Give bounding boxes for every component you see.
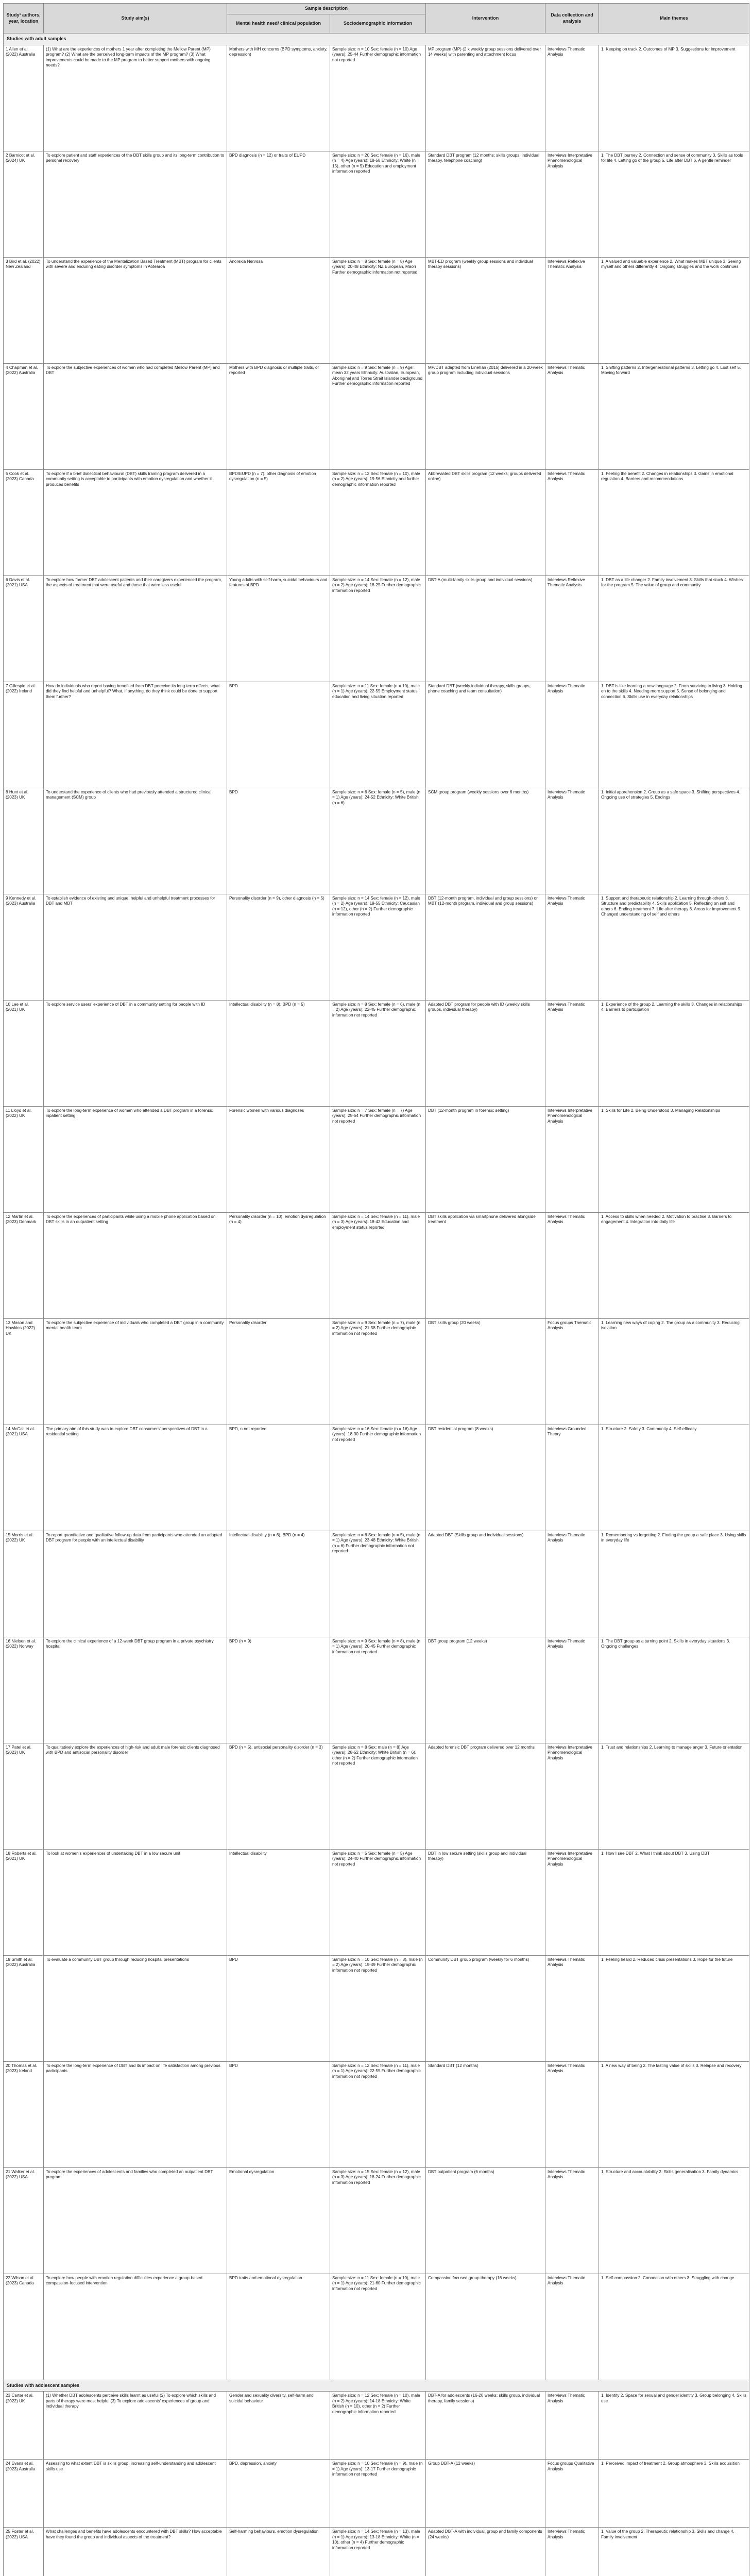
cell-sociodemographic: Sample size: n = 7 Sex: female (n = 7) Age (years): 25-54 Further demographic information not reported bbox=[330, 1106, 426, 1212]
cell-data: Interviews Thematic Analysis bbox=[545, 1637, 599, 1743]
cell-data: Interviews Reflexive Thematic Analysis bbox=[545, 575, 599, 682]
cell-study: 16 Nielsen et al. (2022) Norway bbox=[4, 1637, 44, 1743]
cell-sociodemographic: Sample size: n = 14 Sex: female (n = 12), male (n = 2) Age (years): 19-55 Ethnicity: Caucasian (n = 12), other (n = 2) Further demographic information reported bbox=[330, 894, 426, 1000]
cell-aims: To report quantitative and qualitative follow-up data from participants who attended an adapted DBT program for people with an intellectual disability bbox=[44, 1531, 227, 1637]
cell-study: 17 Patel et al. (2023) UK bbox=[4, 1743, 44, 1849]
cell-sociodemographic: Sample size: n = 10 Sex: female (n = 9), male (n = 1) Age (years): 13-17 Further demographic information not reported bbox=[330, 2460, 426, 2528]
cell-themes: 1. Identity 2. Space for sexual and gender identity 3. Group belonging 4. Skills use bbox=[599, 2392, 749, 2460]
cell-mental-health: Gender and sexuality diversity, self-harm and suicidal behaviour bbox=[227, 2392, 330, 2460]
cell-intervention: DBT residential program (8 weeks) bbox=[426, 1425, 545, 1531]
col-header-aims: Study aim(s) bbox=[44, 4, 227, 33]
cell-data: Interviews Thematic Analysis bbox=[545, 2274, 599, 2380]
cell-mental-health: BPD bbox=[227, 788, 330, 894]
cell-data: Interviews Thematic Analysis bbox=[545, 2392, 599, 2460]
cell-aims: To evaluate a community DBT group through reducing hospital presentations bbox=[44, 1955, 227, 2061]
table-row bbox=[4, 2061, 749, 2167]
cell-intervention: SCM group program (weekly sessions over 6 months) bbox=[426, 788, 545, 894]
cell-sociodemographic: Sample size: n = 11 Sex: female (n = 10), male (n = 1) Age (years): 22-55 Employment status, education and living situation reported bbox=[330, 682, 426, 788]
cell-sociodemographic: Sample size: n = 15 Sex: female (n = 12), male (n = 3) Age (years): 18-24 Further demographic information reported bbox=[330, 2167, 426, 2274]
cell-themes: 1. Remembering vs forgetting 2. Finding the group a safe place 3. Using skills in everyday life bbox=[599, 1531, 749, 1637]
table-row bbox=[4, 2274, 749, 2380]
cell-sociodemographic: Sample size: n = 12 Sex: female (n = 11), male (n = 1) Age (years): 22-55 Further demographic information not reported bbox=[330, 2061, 426, 2167]
cell-themes: 1. Structure 2. Safety 3. Community 4. Self-efficacy bbox=[599, 1425, 749, 1531]
table-row bbox=[4, 2460, 749, 2528]
cell-mental-health: Young adults with self-harm, suicidal behaviours and features of BPD bbox=[227, 575, 330, 682]
cell-data: Interviews Grounded Theory bbox=[545, 1425, 599, 1531]
cell-intervention: Standard DBT (12 months) bbox=[426, 2061, 545, 2167]
cell-intervention: DBT skills group (20 weeks) bbox=[426, 1318, 545, 1425]
cell-data: Interviews Thematic Analysis bbox=[545, 45, 599, 151]
cell-themes: 1. Perceived impact of treatment 2. Group atmosphere 3. Skills acquisition bbox=[599, 2460, 749, 2528]
cell-themes: 1. Feeling heard 2. Reduced crisis presentations 3. Hope for the future bbox=[599, 1955, 749, 2061]
cell-mental-health: Personality disorder (n = 10), emotion dysregulation (n = 4) bbox=[227, 1212, 330, 1318]
cell-data: Interviews Reflexive Thematic Analysis bbox=[545, 257, 599, 363]
cell-intervention: Adapted DBT program for people with ID (weekly skills groups, individual therapy) bbox=[426, 1000, 545, 1106]
cell-study: 21 Walker et al. (2022) USA bbox=[4, 2167, 44, 2274]
cell-themes: 1. DBT as a life changer 2. Family involvement 3. Skills that stuck 4. Wishes for the program 5. The value of group and community bbox=[599, 575, 749, 682]
cell-themes: 1. Learning new ways of coping 2. The group as a community 3. Reducing isolation bbox=[599, 1318, 749, 1425]
cell-data: Interviews Thematic Analysis bbox=[545, 788, 599, 894]
cell-themes: 1. A valued and valuable experience 2. What makes MBT unique 3. Seeing myself and others differently 4. Ongoing struggles and the work continues bbox=[599, 257, 749, 363]
cell-data: Interviews Thematic Analysis bbox=[545, 2528, 599, 2576]
cell-aims: (1) Whether DBT adolescents perceive skills learnt as useful (2) To explore which skills and parts of therapy were most helpful (3) To explore adolescents’ experiences of group and individual therapy bbox=[44, 2392, 227, 2460]
cell-intervention: Group DBT-A (12 weeks) bbox=[426, 2460, 545, 2528]
cell-mental-health: BPD bbox=[227, 1955, 330, 2061]
cell-themes: 1. Feeling the benefit 2. Changes in relationships 3. Gains in emotional regulation 4. Barriers and recommendations bbox=[599, 469, 749, 575]
cell-themes: 1. Value of the group 2. Therapeutic relationship 3. Skills and change 4. Family involvement bbox=[599, 2528, 749, 2576]
table-row bbox=[4, 1637, 749, 1743]
review-table bbox=[3, 3, 749, 2576]
cell-mental-health: Intellectual disability (n = 6), BPD (n = 4) bbox=[227, 1531, 330, 1637]
cell-sociodemographic: Sample size: n = 6 Sex: female (n = 5), male (n = 1) Age (years): 23-48 Ethnicity: White British (n = 6) Further demographic information not reported bbox=[330, 1531, 426, 1637]
cell-themes: 1. The DBT journey 2. Connection and sense of community 3. Skills as tools for life 4. Letting go of the group 5. Life after DBT 6. A gentle reminder bbox=[599, 151, 749, 257]
cell-aims: To explore patient and staff experiences of the DBT skills group and its long-term contribution to personal recovery bbox=[44, 151, 227, 257]
cell-mental-health: Anorexia Nervosa bbox=[227, 257, 330, 363]
page bbox=[3, 3, 749, 2576]
cell-study: 20 Thomas et al. (2023) Ireland bbox=[4, 2061, 44, 2167]
cell-mental-health: BPD bbox=[227, 682, 330, 788]
table-row bbox=[4, 682, 749, 788]
cell-aims: To understand the experience of clients who had previously attended a structured clinical management (SCM) group bbox=[44, 788, 227, 894]
cell-study: 9 Kennedy et al. (2023) Australia bbox=[4, 894, 44, 1000]
cell-sociodemographic: Sample size: n = 12 Sex: female (n = 10), male (n = 2) Age (years): 19-56 Ethnicity and further demographic information reported bbox=[330, 469, 426, 575]
cell-data: Focus groups Qualitative Analysis bbox=[545, 2460, 599, 2528]
cell-sociodemographic: Sample size: n = 9 Sex: female (n = 7), male (n = 2) Age (years): 21-58 Further demographic information not reported bbox=[330, 1318, 426, 1425]
cell-intervention: DBT (12-month program, individual and group sessions) or MBT (12-month program, individual and group sessions) bbox=[426, 894, 545, 1000]
cell-sociodemographic: Sample size: n = 12 Sex: female (n = 10), male (n = 2) Age (years): 14-18 Ethnicity: White British (n = 10), other (n = 2) Further demographic information reported bbox=[330, 2392, 426, 2460]
cell-aims: Assessing to what extent DBT is skills group, increasing self-understanding and adolescent skills use bbox=[44, 2460, 227, 2528]
cell-data: Interviews Thematic Analysis bbox=[545, 1955, 599, 2061]
table-row bbox=[4, 1955, 749, 2061]
cell-study: 23 Carter et al. (2022) UK bbox=[4, 2392, 44, 2460]
cell-sociodemographic: Sample size: n = 14 Sex: female (n = 13), male (n = 1) Age (years): 13-18 Ethnicity: White (n = 10), other (n = 4) Further demographic information reported bbox=[330, 2528, 426, 2576]
cell-themes: 1. Experience of the group 2. Learning the skills 3. Changes in relationships 4. Barriers to participation bbox=[599, 1000, 749, 1106]
cell-study: 13 Mason and Hawkins (2022) UK bbox=[4, 1318, 44, 1425]
table-row bbox=[4, 1106, 749, 1212]
cell-mental-health: BPD traits and emotional dysregulation bbox=[227, 2274, 330, 2380]
section-title: Studies with adult samples bbox=[4, 33, 749, 45]
cell-themes: 1. How I see DBT 2. What I think about DBT 3. Using DBT bbox=[599, 1849, 749, 1955]
cell-sociodemographic: Sample size: n = 11 Sex: female (n = 10), male (n = 1) Age (years): 21-60 Further demographic information not reported bbox=[330, 2274, 426, 2380]
table-row bbox=[4, 1212, 749, 1318]
cell-data: Interviews Interpretative Phenomenological Analysis bbox=[545, 151, 599, 257]
cell-study: 5 Cook et al. (2023) Canada bbox=[4, 469, 44, 575]
col-header-mental-health: Mental health need/ clinical population bbox=[227, 14, 330, 33]
cell-mental-health: Emotional dysregulation bbox=[227, 2167, 330, 2274]
cell-aims: To explore service users’ experience of DBT in a community setting for people with ID bbox=[44, 1000, 227, 1106]
cell-mental-health: BPD diagnosis (n = 12) or traits of EUPD bbox=[227, 151, 330, 257]
table-row bbox=[4, 2167, 749, 2274]
cell-mental-health: Intellectual disability (n = 8), BPD (n = 5) bbox=[227, 1000, 330, 1106]
cell-intervention: DBT skills application via smartphone delivered alongside treatment bbox=[426, 1212, 545, 1318]
cell-aims: The primary aim of this study was to explore DBT consumers’ perspectives of DBT in a residential setting bbox=[44, 1425, 227, 1531]
cell-study: 11 Lloyd et al. (2022) UK bbox=[4, 1106, 44, 1212]
cell-data: Interviews Interpretative Phenomenological Analysis bbox=[545, 1743, 599, 1849]
cell-study: 18 Roberts et al. (2021) UK bbox=[4, 1849, 44, 1955]
cell-aims: To explore the clinical experience of a 12-week DBT group program in a private psychiatry hospital bbox=[44, 1637, 227, 1743]
cell-themes: 1. The DBT group as a turning point 2. Skills in everyday situations 3. Ongoing challenges bbox=[599, 1637, 749, 1743]
table-header bbox=[4, 4, 749, 33]
cell-themes: 1. Access to skills when needed 2. Motivation to practise 3. Barriers to engagement 4. Integration into daily life bbox=[599, 1212, 749, 1318]
cell-study: 15 Morris et al. (2022) UK bbox=[4, 1531, 44, 1637]
table-row bbox=[4, 1000, 749, 1106]
cell-mental-health: Intellectual disability bbox=[227, 1849, 330, 1955]
cell-intervention: DBT outpatient program (6 months) bbox=[426, 2167, 545, 2274]
cell-intervention: Standard DBT (weekly individual therapy, skills groups, phone coaching and team consultation) bbox=[426, 682, 545, 788]
cell-aims: To explore the subjective experience of individuals who completed a DBT group in a community mental health team bbox=[44, 1318, 227, 1425]
cell-mental-health: BPD (n = 5), antisocial personality disorder (n = 3) bbox=[227, 1743, 330, 1849]
table-body bbox=[4, 33, 749, 2576]
cell-study: 1 Allen et al. (2022) Australia bbox=[4, 45, 44, 151]
section-header bbox=[4, 2380, 749, 2392]
table-row bbox=[4, 469, 749, 575]
cell-mental-health: Mothers with BPD diagnosis or multiple traits, or reported bbox=[227, 363, 330, 469]
cell-sociodemographic: Sample size: n = 8 Sex: female (n = 6), male (n = 2) Age (years): 22-45 Further demographic information not reported bbox=[330, 1000, 426, 1106]
cell-data: Interviews Thematic Analysis bbox=[545, 682, 599, 788]
cell-aims: To explore how people with emotion regulation difficulties experience a group-based compassion-focused intervention bbox=[44, 2274, 227, 2380]
cell-aims: To explore how former DBT adolescent patients and their caregivers experienced the program, the aspects of treatment that were useful and those that were less useful bbox=[44, 575, 227, 682]
table-row bbox=[4, 575, 749, 682]
cell-sociodemographic: Sample size: n = 6 Sex: female (n = 5), male (n = 1) Age (years): 24-52 Ethnicity: White British (n = 6) bbox=[330, 788, 426, 894]
cell-study: 12 Martin et al. (2023) Denmark bbox=[4, 1212, 44, 1318]
cell-themes: 1. Trust and relationships 2. Learning to manage anger 3. Future orientation bbox=[599, 1743, 749, 1849]
cell-intervention: DBT-A for adolescents (16-20 weeks; skills group, individual therapy, family sessions) bbox=[426, 2392, 545, 2460]
col-header-study: Study¹ authors, year, location bbox=[4, 4, 44, 33]
cell-themes: 1. Shifting patterns 2. Intergenerational patterns 3. Letting go 4. Lost self 5. Moving forward bbox=[599, 363, 749, 469]
table-row bbox=[4, 1318, 749, 1425]
cell-sociodemographic: Sample size: n = 14 Sex: female (n = 12), male (n = 2) Age (years): 18-25 Further demographic information reported bbox=[330, 575, 426, 682]
cell-data: Interviews Interpretative Phenomenological Analysis bbox=[545, 1106, 599, 1212]
cell-data: Interviews Thematic Analysis bbox=[545, 894, 599, 1000]
cell-data: Interviews Thematic Analysis bbox=[545, 363, 599, 469]
cell-aims: To explore the subjective experiences of women who had completed Mellow Parent (MP) and DBT bbox=[44, 363, 227, 469]
table-row bbox=[4, 45, 749, 151]
cell-aims: To look at women’s experiences of undertaking DBT in a low secure unit bbox=[44, 1849, 227, 1955]
cell-mental-health: BPD bbox=[227, 2061, 330, 2167]
cell-intervention: Standard DBT program (12 months; skills groups, individual therapy, telephone coaching) bbox=[426, 151, 545, 257]
cell-aims: To establish evidence of existing and unique, helpful and unhelpful treatment processes for DBT and MBT bbox=[44, 894, 227, 1000]
cell-mental-health: BPD (n = 9) bbox=[227, 1637, 330, 1743]
cell-sociodemographic: Sample size: n = 16 Sex: female (n = 16) Age (years): 18-30 Further demographic information not reported bbox=[330, 1425, 426, 1531]
cell-mental-health: BPD/EUPD (n = 7), other diagnosis of emotion dysregulation (n = 5) bbox=[227, 469, 330, 575]
table-row bbox=[4, 1425, 749, 1531]
cell-aims: To explore the long-term experience of women who attended a DBT program in a forensic inpatient setting bbox=[44, 1106, 227, 1212]
cell-study: 22 Wilson et al. (2023) Canada bbox=[4, 2274, 44, 2380]
cell-intervention: DBT (12-month program in forensic setting) bbox=[426, 1106, 545, 1212]
cell-aims: (1) What are the experiences of mothers 1 year after completing the Mellow Parent (MP) program? (2) What are the perceived long-term impacts of the MP program? (3) What improvements could be made to the MP program to better support mothers with ongoing needs? bbox=[44, 45, 227, 151]
cell-sociodemographic: Sample size: n = 10 Sex: female (n = 10) Age (years): 25-44 Further demographic information not reported bbox=[330, 45, 426, 151]
cell-data: Interviews Thematic Analysis bbox=[545, 469, 599, 575]
table-row bbox=[4, 151, 749, 257]
cell-data: Interviews Thematic Analysis bbox=[545, 1212, 599, 1318]
col-header-data: Data collection and analysis bbox=[545, 4, 599, 33]
cell-themes: 1. Self-compassion 2. Connection with others 3. Struggling with change bbox=[599, 2274, 749, 2380]
cell-intervention: DBT in low secure setting (skills group and individual therapy) bbox=[426, 1849, 545, 1955]
cell-themes: 1. Structure and accountability 2. Skills generalisation 3. Family dynamics bbox=[599, 2167, 749, 2274]
cell-intervention: DBT group program (12 weeks) bbox=[426, 1637, 545, 1743]
cell-sociodemographic: Sample size: n = 8 Sex: female (n = 8) Age (years): 20-48 Ethnicity: NZ European, Māori Further demographic information not reported bbox=[330, 257, 426, 363]
cell-sociodemographic: Sample size: n = 5 Sex: female (n = 5) Age (years): 24-40 Further demographic information not reported bbox=[330, 1849, 426, 1955]
cell-intervention: DBT-A (multi-family skills group and individual sessions) bbox=[426, 575, 545, 682]
cell-mental-health: Self-harming behaviours, emotion dysregulation bbox=[227, 2528, 330, 2576]
cell-intervention: Adapted forensic DBT program delivered over 12 months bbox=[426, 1743, 545, 1849]
cell-aims: How do individuals who report having benefited from DBT perceive its long-term effects; what did they find helpful and unhelpful? What, if anything, do they think could be done to support them further? bbox=[44, 682, 227, 788]
cell-themes: 1. Initial apprehension 2. Group as a safe space 3. Shifting perspectives 4. Ongoing use of strategies 5. Endings bbox=[599, 788, 749, 894]
col-header-group-sample: Sample description bbox=[227, 4, 426, 14]
table-row bbox=[4, 788, 749, 894]
cell-study: 4 Chapman et al. (2022) Australia bbox=[4, 363, 44, 469]
cell-data: Interviews Thematic Analysis bbox=[545, 1531, 599, 1637]
cell-intervention: MP program (MP) (2 x weekly group sessions delivered over 14 weeks) with parenting and attachment focus bbox=[426, 45, 545, 151]
table-row bbox=[4, 1531, 749, 1637]
cell-aims: To explore the experiences of adolescents and families who completed an outpatient DBT program bbox=[44, 2167, 227, 2274]
cell-data: Focus groups Thematic Analysis bbox=[545, 1318, 599, 1425]
table-row bbox=[4, 1849, 749, 1955]
cell-intervention: Adapted DBT (Skills group and individual sessions) bbox=[426, 1531, 545, 1637]
cell-study: 2 Barnicot et al. (2024) UK bbox=[4, 151, 44, 257]
col-header-intervention: Intervention bbox=[426, 4, 545, 33]
cell-sociodemographic: Sample size: n = 20 Sex: female (n = 16), male (n = 4) Age (years): 18-58 Ethnicity: White (n = 15), other (n = 5) Education and employment information reported bbox=[330, 151, 426, 257]
cell-study: 6 Davis et al. (2021) USA bbox=[4, 575, 44, 682]
cell-intervention: Adapted DBT-A with individual, group and family components (24 weeks) bbox=[426, 2528, 545, 2576]
cell-mental-health: BPD, n not reported bbox=[227, 1425, 330, 1531]
cell-intervention: MP/DBT adapted from Linehan (2015) delivered in a 20-week group program including individual sessions bbox=[426, 363, 545, 469]
cell-mental-health: BPD, depression, anxiety bbox=[227, 2460, 330, 2528]
cell-study: 19 Smith et al. (2022) Australia bbox=[4, 1955, 44, 2061]
cell-themes: 1. Keeping on track 2. Outcomes of MP 3. Suggestions for improvement bbox=[599, 45, 749, 151]
cell-data: Interviews Interpretative Phenomenological Analysis bbox=[545, 1849, 599, 1955]
table-row bbox=[4, 257, 749, 363]
cell-study: 25 Foster et al. (2022) USA bbox=[4, 2528, 44, 2576]
table-row bbox=[4, 2528, 749, 2576]
cell-mental-health: Mothers with MH concerns (BPD symptoms, anxiety, depression) bbox=[227, 45, 330, 151]
cell-intervention: Community DBT group program (weekly for 6 months) bbox=[426, 1955, 545, 2061]
section-title: Studies with adolescent samples bbox=[4, 2380, 749, 2392]
cell-sociodemographic: Sample size: n = 9 Sex: female (n = 8), male (n = 1) Age (years): 20-45 Further demographic information not reported bbox=[330, 1637, 426, 1743]
cell-study: 7 Gillespie et al. (2022) Ireland bbox=[4, 682, 44, 788]
table-row bbox=[4, 894, 749, 1000]
cell-sociodemographic: Sample size: n = 10 Sex: female (n = 8), male (n = 2) Age (years): 19-49 Further demographic information not reported bbox=[330, 1955, 426, 2061]
cell-aims: What challenges and benefits have adolescents encountered with DBT skills? How acceptable have they found the group and individual aspects of the treatment? bbox=[44, 2528, 227, 2576]
cell-themes: 1. DBT is like learning a new language 2. From surviving to living 3. Holding on to the skills 4. Needing more support 5. Sense of belonging and connection 6. Skills use in everyday relationships bbox=[599, 682, 749, 788]
cell-aims: To explore if a brief dialectical behavioural (DBT) skills training program delivered in a community setting is acceptable to participants with emotion dysregulation and whether it produces benefits bbox=[44, 469, 227, 575]
cell-aims: To explore the experiences of participants while using a mobile phone application based on DBT skills in an outpatient setting bbox=[44, 1212, 227, 1318]
cell-aims: To qualitatively explore the experiences of high-risk and adult male forensic clients diagnosed with BPD and antisocial personality disorder bbox=[44, 1743, 227, 1849]
table-row bbox=[4, 363, 749, 469]
cell-data: Interviews Thematic Analysis bbox=[545, 2061, 599, 2167]
cell-intervention: Compassion focused group therapy (16 weeks) bbox=[426, 2274, 545, 2380]
cell-study: 10 Lee et al. (2021) UK bbox=[4, 1000, 44, 1106]
col-header-sociodemographic: Sociodemographic information bbox=[330, 14, 426, 33]
col-header-themes: Main themes bbox=[599, 4, 749, 33]
cell-study: 3 Bird et al. (2022) New Zealand bbox=[4, 257, 44, 363]
cell-data: Interviews Thematic Analysis bbox=[545, 1000, 599, 1106]
cell-themes: 1. Skills for Life 2. Being Understood 3. Managing Relationships bbox=[599, 1106, 749, 1212]
cell-aims: To explore the long-term experience of DBT and its impact on life satisfaction among previous participants bbox=[44, 2061, 227, 2167]
table-row bbox=[4, 1743, 749, 1849]
cell-mental-health: Personality disorder bbox=[227, 1318, 330, 1425]
cell-data: Interviews Thematic Analysis bbox=[545, 2167, 599, 2274]
cell-sociodemographic: Sample size: n = 14 Sex: female (n = 11), male (n = 3) Age (years): 18-42 Education and employment status reported bbox=[330, 1212, 426, 1318]
cell-intervention: Abbreviated DBT skills program (12 weeks; groups delivered online) bbox=[426, 469, 545, 575]
section-header bbox=[4, 33, 749, 45]
cell-study: 8 Hunt et al. (2023) UK bbox=[4, 788, 44, 894]
cell-mental-health: Personality disorder (n = 9), other diagnosis (n = 5) bbox=[227, 894, 330, 1000]
cell-study: 24 Evans et al. (2023) Australia bbox=[4, 2460, 44, 2528]
cell-intervention: MBT-ED program (weekly group sessions and individual therapy sessions) bbox=[426, 257, 545, 363]
table-row bbox=[4, 2392, 749, 2460]
cell-study: 14 McCall et al. (2021) USA bbox=[4, 1425, 44, 1531]
cell-sociodemographic: Sample size: n = 8 Sex: male (n = 8) Age (years): 28-52 Ethnicity: White British (n = 6), other (n = 2) Further demographic information not reported bbox=[330, 1743, 426, 1849]
cell-mental-health: Forensic women with various diagnoses bbox=[227, 1106, 330, 1212]
cell-sociodemographic: Sample size: n = 9 Sex: female (n = 9) Age: mean 32 years Ethnicity: Australian, European, Aboriginal and Torres Strait Islander background Further demographic information reported bbox=[330, 363, 426, 469]
cell-themes: 1. Support and therapeutic relationship 2. Learning through others 3. Structure and predictability 4. Skills application 5. Reflecting on self and others 6. Ending treatment 7. Life after therapy 8. Areas for improvement 9. Changed understanding of self and others bbox=[599, 894, 749, 1000]
cell-themes: 1. A new way of being 2. The lasting value of skills 3. Relapse and recovery bbox=[599, 2061, 749, 2167]
cell-aims: To understand the experience of the Mentalization Based Treatment (MBT) program for clients with severe and enduring eating disorder symptoms in Aotearoa bbox=[44, 257, 227, 363]
